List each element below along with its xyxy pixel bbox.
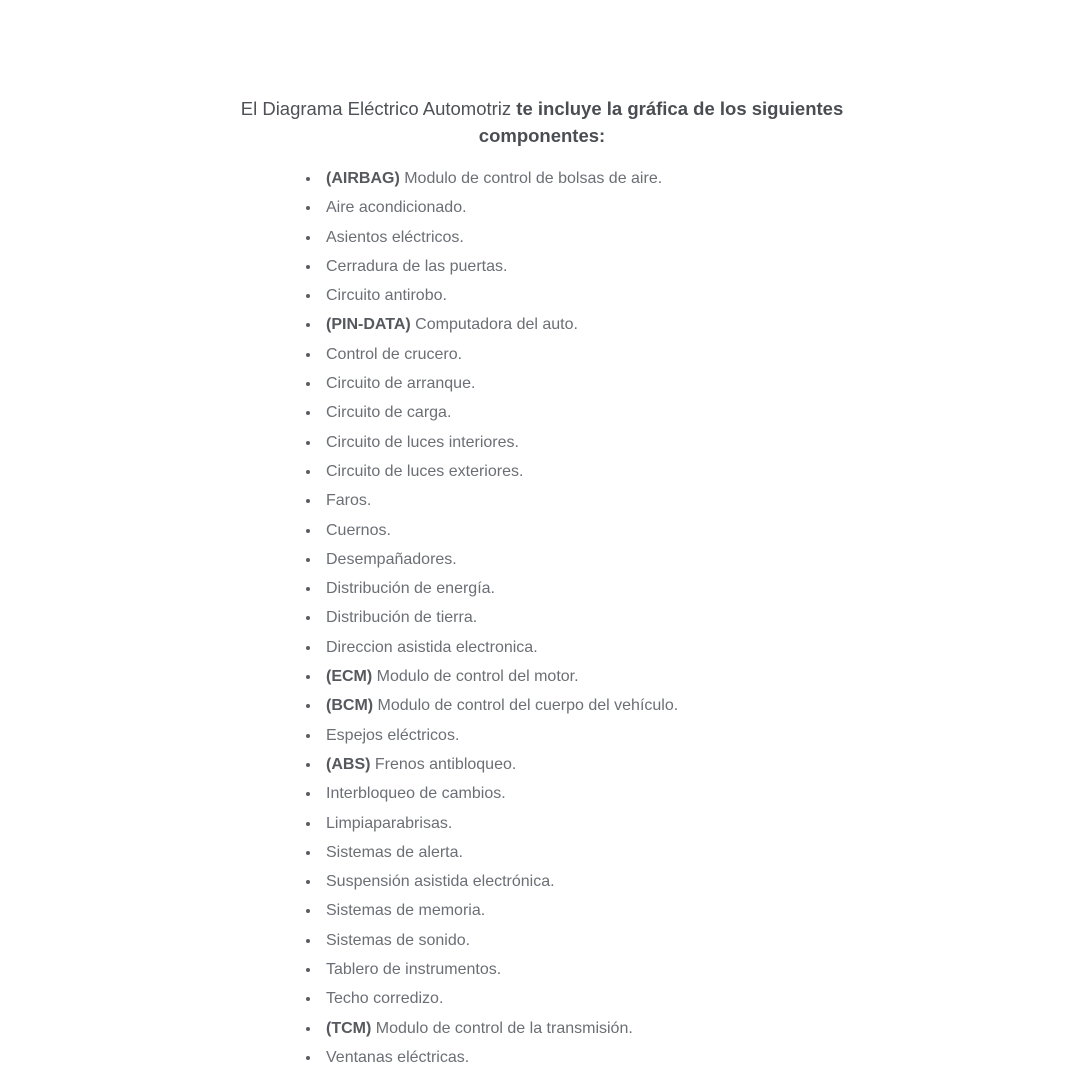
list-item: [300, 223, 678, 252]
bullet-icon: [306, 411, 310, 415]
list-item: [300, 1014, 678, 1043]
list-item: [300, 633, 678, 662]
component-text: Cuernos.: [326, 521, 391, 539]
bullet-icon: [306, 968, 310, 972]
bullet-icon: [306, 1056, 310, 1060]
bullet-icon: [306, 909, 310, 913]
list-item: [300, 369, 678, 398]
bullet-icon: [306, 997, 310, 1001]
bullet-icon: [306, 177, 310, 181]
list-item: [300, 896, 678, 925]
list-item: [300, 721, 678, 750]
bullet-icon: [306, 529, 310, 533]
list-item: [300, 340, 678, 369]
component-code: (TCM): [326, 1019, 372, 1037]
bullet-icon: [306, 822, 310, 826]
bullet-icon: [306, 646, 310, 650]
bullet-icon: [306, 382, 310, 386]
bullet-icon: [306, 294, 310, 298]
list-item: [300, 955, 678, 984]
component-text: Faros.: [326, 492, 372, 510]
component-text: Sistemas de memoria.: [326, 902, 486, 920]
list-item: [300, 281, 678, 310]
bullet-icon: [306, 939, 310, 943]
component-text: Asientos eléctricos.: [326, 228, 464, 246]
bullet-icon: [306, 441, 310, 445]
list-item: [300, 750, 678, 779]
component-text: Frenos antibloqueo.: [374, 755, 517, 773]
bullet-icon: [306, 470, 310, 474]
list-item: [300, 486, 678, 515]
intro-paragraph: [200, 95, 884, 149]
component-text: Sistemas de alerta.: [326, 843, 463, 861]
bullet-icon: [306, 323, 310, 327]
bullet-icon: [306, 587, 310, 591]
intro-plain-text: El Diagrama Eléctrico Automotriz: [240, 97, 517, 119]
component-text: Tablero de instrumentos.: [326, 961, 502, 979]
component-text: Cerradura de las puertas.: [326, 257, 508, 275]
list-item: [300, 867, 678, 896]
bullet-icon: [306, 558, 310, 562]
list-item: [300, 310, 678, 339]
bullet-icon: [306, 236, 310, 240]
list-item: [300, 926, 678, 955]
component-text: Circuito de carga.: [326, 404, 452, 422]
component-text: Distribución de energía.: [326, 580, 495, 598]
list-item: [300, 984, 678, 1013]
bullet-icon: [306, 1027, 310, 1031]
component-text: Sistemas de sonido.: [326, 931, 471, 949]
component-text: Interbloqueo de cambios.: [326, 785, 506, 803]
list-item: [300, 457, 678, 486]
list-item: [300, 838, 678, 867]
bullet-icon: [306, 616, 310, 620]
list-item: [300, 603, 678, 632]
bullet-icon: [306, 704, 310, 708]
component-text: Techo corredizo.: [326, 990, 444, 1008]
bullet-icon: [306, 206, 310, 210]
bullet-icon: [306, 265, 310, 269]
component-text: Modulo de control de bolsas de aire.: [404, 170, 663, 187]
component-code: (ABS): [326, 755, 371, 773]
list-item: [300, 809, 678, 838]
list-item: [300, 164, 678, 193]
list-item: [300, 398, 678, 427]
component-text: Desempañadores.: [326, 550, 457, 568]
list-item: [300, 779, 678, 808]
list-item: [300, 516, 678, 545]
list-item: [300, 574, 678, 603]
component-code: (BCM): [326, 697, 374, 715]
component-text: Espejos eléctricos.: [326, 726, 460, 744]
list-item: [300, 691, 678, 720]
component-text: Limpiaparabrisas.: [326, 814, 453, 832]
component-text: Circuito de arranque.: [326, 375, 476, 393]
component-code: (PIN-DATA): [326, 316, 411, 334]
list-item: [300, 193, 678, 222]
bullet-icon: [306, 851, 310, 855]
component-text: Circuito de luces interiores.: [326, 433, 519, 451]
component-code: (AIRBAG): [326, 170, 400, 187]
component-text: Distribución de tierra.: [326, 609, 478, 627]
component-text: Direccion asistida electronica.: [326, 638, 538, 656]
bullet-icon: [306, 792, 310, 796]
list-item: [300, 662, 678, 691]
component-text: Circuito de luces exteriores.: [326, 462, 524, 480]
bullet-icon: [306, 734, 310, 738]
component-list: [300, 164, 678, 1072]
bullet-icon: [306, 353, 310, 357]
component-code: (ECM): [326, 668, 373, 686]
component-text: Suspensión asistida electrónica.: [326, 873, 555, 891]
list-item: [300, 428, 678, 457]
bullet-icon: [306, 763, 310, 767]
component-text: Modulo de control del motor.: [376, 668, 579, 686]
component-text: Computadora del auto.: [415, 316, 578, 334]
list-item: [300, 252, 678, 281]
bullet-icon: [306, 880, 310, 884]
component-text: Ventanas eléctricas.: [326, 1048, 470, 1066]
component-text: Modulo de control del cuerpo del vehículo.: [377, 697, 679, 715]
bullet-icon: [306, 499, 310, 503]
list-item: [300, 1043, 678, 1072]
component-text: Aire acondicionado.: [326, 199, 467, 217]
component-text: Circuito antirobo.: [326, 287, 447, 305]
bullet-icon: [306, 675, 310, 679]
list-item: [300, 545, 678, 574]
component-text: Control de crucero.: [326, 345, 463, 363]
component-text: Modulo de control de la transmisión.: [375, 1019, 633, 1037]
intro-bold-text: te incluye la gráfica de los siguientes componentes:: [478, 97, 844, 146]
